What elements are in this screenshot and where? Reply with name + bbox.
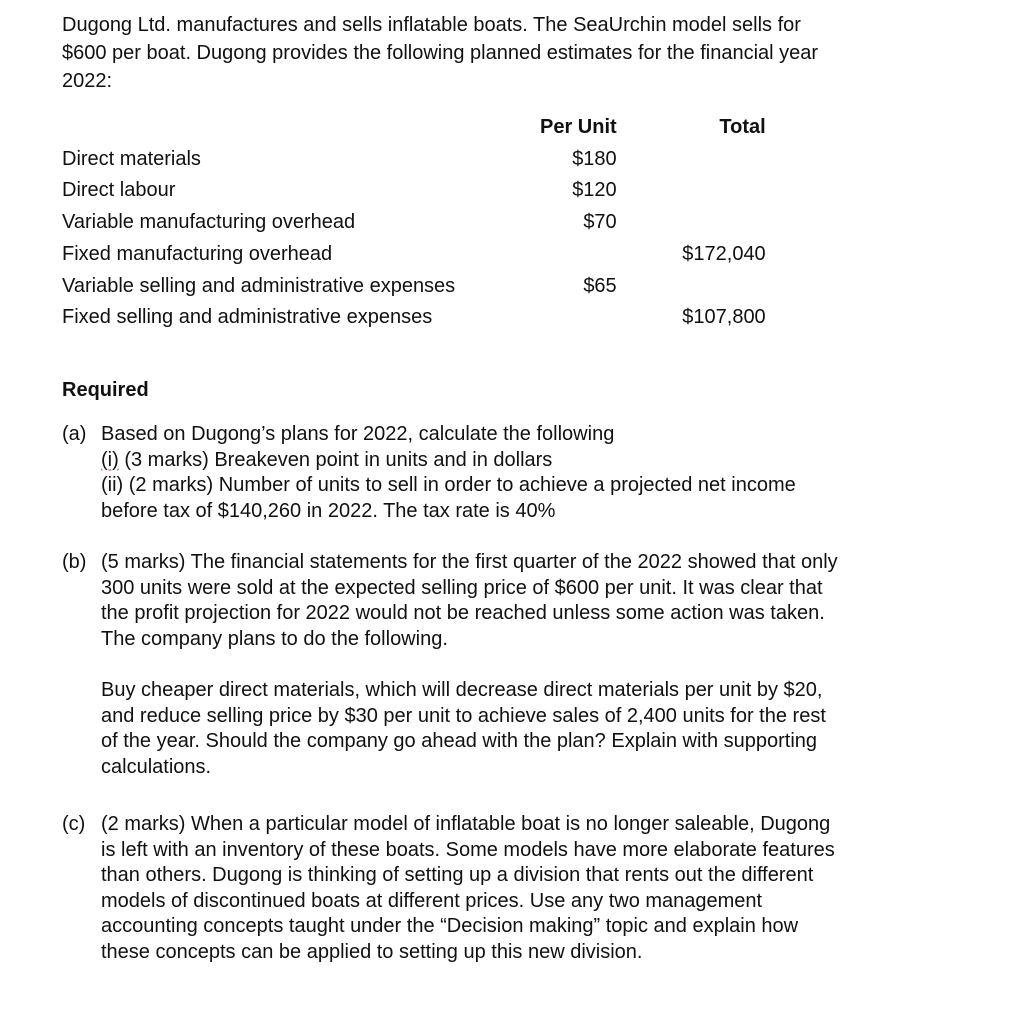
- table-row: [60, 271, 766, 303]
- question-label: (c): [62, 813, 86, 835]
- question-label: (b): [62, 551, 87, 573]
- required-heading: Required: [62, 379, 149, 401]
- question-c: [62, 812, 835, 965]
- row-label: Fixed manufacturing overhead: [62, 242, 333, 265]
- question-line: these concepts can be applied to setting up this new division.: [101, 940, 643, 963]
- table-row: [60, 144, 766, 176]
- intro-line: $600 per boat. Dugong provides the following planned estimates for the financial year: [62, 42, 819, 64]
- question-line: (3 marks) Breakeven point in units and in dollars: [118, 448, 553, 471]
- row-label: Variable manufacturing overhead: [62, 211, 356, 234]
- table-row: [60, 239, 766, 271]
- spellcheck-word: (i): [101, 448, 119, 471]
- question-line: before tax of $140,260 in 2022. The tax rate is 40%: [101, 499, 556, 522]
- row-label: Direct materials: [62, 147, 201, 170]
- row-per-unit: $180: [572, 147, 617, 170]
- question-line: models of discontinued boats at different prices. Use any two management: [101, 889, 763, 912]
- question-line: is left with an inventory of these boats. Some models have more elaborate features: [101, 838, 835, 861]
- intro-line: Dugong Ltd. manufactures and sells inflatable boats. The SeaUrchin model sells for: [62, 14, 801, 36]
- question-line: (2 marks) When a particular model of inflatable boat is no longer saleable, Dugong: [101, 813, 831, 835]
- row-total: $107,800: [682, 306, 766, 329]
- question-line: than others. Dugong is thinking of setting up a division that rents out the different: [101, 864, 814, 886]
- header-per-unit: Per Unit: [540, 116, 617, 138]
- question-line: the profit projection for 2022 would not be reached unless some action was taken.: [101, 602, 825, 624]
- question-b: [62, 550, 838, 780]
- row-total: $172,040: [682, 242, 766, 265]
- question-line: (5 marks) The financial statements for the first quarter of the 2022 showed that only: [101, 551, 838, 573]
- question-line: (ii) (2 marks) Number of units to sell in order to achieve a projected net income: [101, 474, 796, 496]
- row-total: [617, 175, 766, 207]
- row-label: Direct labour: [62, 179, 176, 202]
- question-a: [62, 422, 796, 524]
- row-per-unit: $65: [583, 274, 617, 297]
- question-label: (a): [62, 423, 87, 445]
- intro-paragraph: [62, 11, 962, 95]
- question-line: of the year. Should the company go ahead with the plan? Explain with supporting: [101, 730, 818, 752]
- table-header-row: [60, 112, 766, 144]
- intro-line: 2022:: [62, 70, 113, 92]
- question-line: Based on Dugong’s plans for 2022, calculate the following: [101, 423, 615, 445]
- table-row: [60, 207, 766, 239]
- row-per-unit: [540, 239, 617, 271]
- question-line: Buy cheaper direct materials, which will decrease direct materials per unit by $20,: [101, 679, 823, 701]
- row-per-unit: $70: [583, 211, 617, 234]
- header-total: Total: [719, 116, 766, 138]
- table-row: [60, 175, 766, 207]
- question-line: The company plans to do the following.: [101, 627, 448, 650]
- question-line: accounting concepts taught under the “Decision making” topic and explain how: [101, 915, 799, 937]
- header-blank: [60, 112, 540, 144]
- question-line: and reduce selling price by $30 per unit to achieve sales of 2,400 units for the rest: [101, 704, 826, 727]
- question-line: calculations.: [101, 755, 212, 778]
- row-label: Variable selling and administrative expenses: [62, 274, 456, 297]
- row-per-unit: $120: [572, 179, 617, 202]
- row-total: [617, 144, 766, 176]
- table-row: [60, 302, 766, 334]
- row-total: [617, 271, 766, 303]
- question-a-i: [101, 448, 796, 474]
- question-line: 300 units were sold at the expected selling price of $600 per unit. It was clear that: [101, 576, 823, 599]
- row-label: Fixed selling and administrative expenses: [62, 306, 433, 329]
- cost-estimates-table: [60, 112, 766, 334]
- row-per-unit: [540, 302, 617, 334]
- row-total: [617, 207, 766, 239]
